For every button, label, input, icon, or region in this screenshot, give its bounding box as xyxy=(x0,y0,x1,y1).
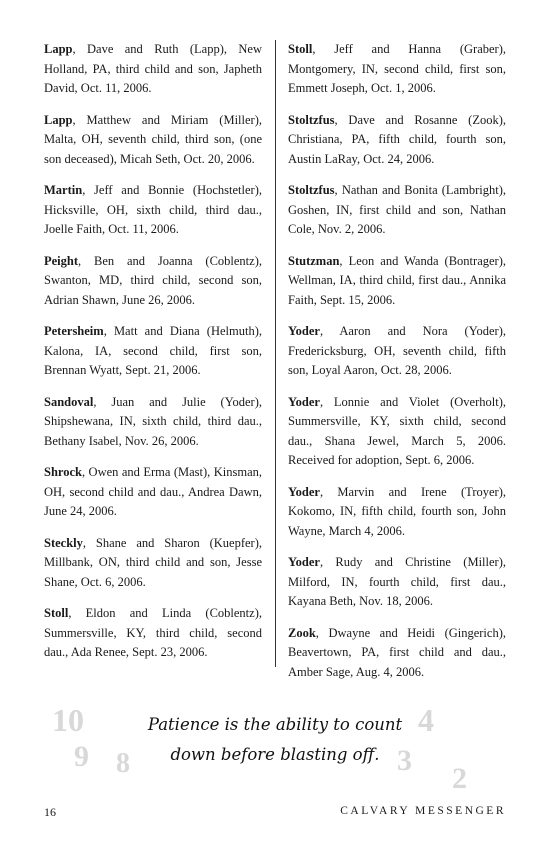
birth-entry xyxy=(44,111,262,170)
entry-text: , Ben and Joanna (Coblentz), Swanton, MD, third child, second son, Adrian Shawn, June 26, 2006. xyxy=(44,253,262,307)
entry-text: , Nathan and Bonita (Lambright), Goshen, IN, first child and son, Nathan Cole, Nov. 2, 2006. xyxy=(288,183,506,236)
entry-text: , Aaron and Nora (Yoder), Fredericksburg, OH, seventh child, fifth son, Loyal Aaron, Oct. 28, 2006. xyxy=(288,324,506,377)
entry-text: , Rudy and Christine (Miller), Milford, IN, fourth child, first dau., Kayana Beth, Nov. 18, 2006. xyxy=(288,555,506,608)
birth-entry xyxy=(44,40,262,99)
family-name: Yoder xyxy=(288,555,320,569)
entry-text: , Jeff and Bonnie (Hochstetler), Hicksville, OH, sixth child, third dau., Joelle Faith, Oct. 11, 2006. xyxy=(44,183,262,236)
entry-text: , Shane and Sharon (Kuepfer), Millbank, ON, third child and son, Jesse Shane, Oct. 6, 2006. xyxy=(44,535,262,589)
entry-text: , Leon and Wanda (Bontrager), Wellman, IA, third child, first dau., Annika Faith, Sept. 15, 2006. xyxy=(288,253,506,307)
birth-entry xyxy=(44,322,262,381)
family-name: Sandoval xyxy=(44,394,94,409)
birth-entry xyxy=(288,624,506,683)
family-name: Stoll xyxy=(288,42,313,56)
family-name: Petersheim xyxy=(44,324,104,338)
entry-text: , Eldon and Linda (Coblentz), Summersville, KY, third child, second dau., Ada Renee, Sept. 23, 2006. xyxy=(44,606,262,659)
family-name: Stoltzfus xyxy=(288,112,335,127)
family-name: Stutzman xyxy=(288,253,340,268)
birth-entry xyxy=(288,322,506,381)
page-number: 16 xyxy=(44,805,56,819)
family-name: Yoder xyxy=(288,394,320,409)
entry-text: , Jeff and Hanna (Graber), Montgomery, IN, second child, first son, Emmett Joseph, Oct. 1, 2006. xyxy=(288,42,506,95)
family-name: Yoder xyxy=(288,324,320,338)
entry-text: , Marvin and Irene (Troyer), Kokomo, IN, fifth child, fourth son, John Wayne, March 4, 2006. xyxy=(288,484,506,538)
entry-text: , Matt and Diana (Helmuth), Kalona, IA, second child, first son, Brennan Wyatt, Sept. 21, 2006. xyxy=(44,324,262,377)
family-name: Stoltzfus xyxy=(288,183,335,197)
quote-line-1: Patience is the ability to count xyxy=(147,715,403,734)
left-column xyxy=(44,40,262,675)
entry-text: , Juan and Julie (Yoder), Shipshewana, IN, sixth child, third dau., Bethany Isabel, Nov. 26, 2006. xyxy=(44,394,262,448)
entry-text: , Owen and Erma (Mast), Kinsman, OH, second child and dau., Andrea Dawn, June 24, 2006. xyxy=(44,465,262,518)
countdown-number-9: 9 xyxy=(74,740,89,773)
birth-entry xyxy=(44,604,262,663)
column-divider xyxy=(275,40,276,667)
family-name: Yoder xyxy=(288,484,320,499)
entry-text: , Dave and Rosanne (Zook), Christiana, PA, fifth child, fourth son, Austin LaRay, Oct. 24, 2006. xyxy=(288,112,506,166)
birth-entry xyxy=(288,111,506,170)
countdown-number-2: 2 xyxy=(452,762,467,795)
birth-entry xyxy=(288,252,506,311)
entry-text: , Matthew and Miriam (Miller), Malta, OH, seventh child, third son, (one son deceased), Micah Seth, Oct. 20, 2006. xyxy=(44,112,262,166)
birth-entry xyxy=(288,393,506,471)
birth-entry xyxy=(288,181,506,240)
family-name: Shrock xyxy=(44,465,82,479)
birth-entry xyxy=(288,40,506,99)
birth-entry xyxy=(44,181,262,240)
family-name: Stoll xyxy=(44,606,69,620)
countdown-number-10: 10 xyxy=(52,702,84,738)
countdown-number-8: 8 xyxy=(116,748,130,779)
family-name: Zook xyxy=(288,625,316,640)
family-name: Lapp xyxy=(44,42,73,56)
family-name: Peight xyxy=(44,253,79,268)
right-column xyxy=(288,40,506,694)
birth-entry xyxy=(44,534,262,593)
birth-entry xyxy=(44,463,262,522)
family-name: Lapp xyxy=(44,112,73,127)
birth-entry xyxy=(288,553,506,612)
entry-text: , Dwayne and Heidi (Gingerich), Beavertown, PA, first child and dau., Amber Sage, Aug. 4, 2006. xyxy=(288,625,506,679)
family-name: Martin xyxy=(44,183,83,197)
countdown-number-4: 4 xyxy=(418,702,434,738)
countdown-number-3: 3 xyxy=(397,744,412,777)
family-name: Steckly xyxy=(44,535,83,550)
birth-entry xyxy=(288,483,506,542)
quote-line-2: down before blasting off. xyxy=(170,745,380,764)
publication-title: CALVARY MESSENGER xyxy=(340,805,506,817)
entry-text: , Lonnie and Violet (Overholt), Summersville, KY, sixth child, second dau., Shana Jewel, March 5, 2006. Received for adoption, Sept. 6, 2006. xyxy=(288,394,506,467)
entry-text: , Dave and Ruth (Lapp), New Holland, PA, third child and son, Japheth David, Oct. 11, 2006. xyxy=(44,42,262,95)
birth-entry xyxy=(44,252,262,311)
inspirational-quote xyxy=(0,710,550,770)
birth-entry xyxy=(44,393,262,452)
